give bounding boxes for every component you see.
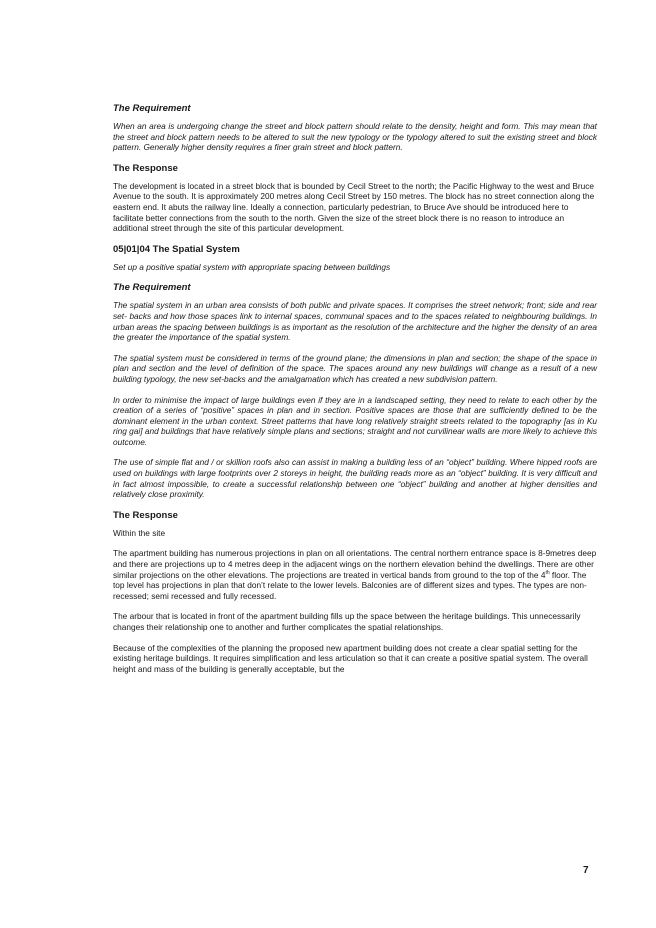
within-site-label: Within the site bbox=[113, 527, 166, 538]
document-body bbox=[113, 103, 597, 684]
paragraph-response-2a bbox=[113, 548, 597, 601]
paragraph-requirement-2b: The spatial system must be considered in terms of the ground plane; the dimensions in plan and section; the shape of the space in plan and section and the level of definition of the space. The spaces around any new buildings will change as a result of a new building typology, the new set-backs and the amalgamation which has created a new subdivision pattern. bbox=[113, 352, 597, 384]
paragraph-requirement-2c: In order to minimise the impact of large buildings even if they are in a landscaped setting, they need to relate to each other by the creation of a series of “positive” spaces in plan and in section. Positive spaces are those that are sufficiently defined to be the dominant element in the urban context. Street patterns that have long relatively straight streets related to the topography [as in Ku ring gai] and buildings that have relatively simple plans and sections; straight and not curvilinear walls are more likely to achieve this outcome. bbox=[113, 394, 597, 447]
superscript-th: th bbox=[545, 569, 550, 576]
paragraph-response-2b: The arbour that is located in front of the apartment building fills up the space between the heritage buildings. This unnecessarily changes their relationship one to another and further complicates the spatial relationships. bbox=[113, 611, 581, 632]
paragraph-response-2a-part2: floor. The top level has projections in plan that don’t relate to the lower levels. Balconies are of different sizes and types. The types are non-recessed; semi recessed and fully recessed. bbox=[113, 569, 587, 601]
section-heading-requirement-2: The Requirement bbox=[113, 282, 191, 294]
paragraph-response-2a-part1: The apartment building has numerous projections in plan on all orientations. The central northern entrance space is 8-9metres deep and there are projections up to 4 metres deep in the adjacent wings on the northern elevation behind the dwellings. There are other similar projections on the other elevations. The projections are treated in vertical bands from ground to the top of the 4 bbox=[113, 548, 597, 580]
paragraph-requirement-2d: The use of simple flat and / or skillion roofs also can assist in making a building less of an “object” building. Where hipped roofs are used on buildings with large footprints over 2 storeys in height, the building reads more as an “object” building. It is very difficult and in fact almost impossible, to create a successful relationship between one “object” building and another at higher densities and relatively close proximity. bbox=[113, 457, 597, 500]
paragraph-requirement-2a: The spatial system in an urban area consists of both public and private spaces. It comprises the street network; front; side and rear set- backs and how those spaces link to internal spaces, communal spaces and to the spaces related to neighbouring buildings. In urban areas the spacing between buildings is as important as the resolution of the architecture and the higher the density of an area the greater the importance of the spatial system. bbox=[113, 300, 597, 343]
section-heading-response-1: The Response bbox=[113, 162, 178, 174]
paragraph-requirement-1: When an area is undergoing change the street and block pattern should relate to the density, height and form. This may mean that the street and block pattern needs to be altered to suit the new typology or the typology altered to suit the existing street and block pattern. Generally higher density requires a finer grain street and block pattern. bbox=[113, 121, 597, 153]
page-number: 7 bbox=[583, 865, 589, 876]
section-heading-spatial-system: 05|01|04 The Spatial System bbox=[113, 243, 240, 255]
paragraph-response-2c: Because of the complexities of the planning the proposed new apartment building does not create a clear spatial setting for the existing heritage buildings. It requires simplification and less articulation so that it can create a positive spatial system. The overall height and mass of the building is generally acceptable, but the bbox=[113, 642, 588, 674]
paragraph-response-1: The development is located in a street block that is bounded by Cecil Street to the north; the Pacific Highway to the west and Bruce Avenue to the south. It is approximately 200 metres along Cecil Street by 150 metres. The block has no street connection along the eastern end. It abuts the railway line. Ideally a connection, particularly pedestrian, to Bruce Ave should be introduced here to facilitate better connections from the south to the north. Given the size of the street block there is no reason to introduce an additional street through the site of this particular development. bbox=[113, 180, 595, 234]
section-heading-requirement-1: The Requirement bbox=[113, 103, 191, 114]
spatial-system-subtitle: Set up a positive spatial system with appropriate spacing between buildings bbox=[113, 261, 391, 272]
section-heading-response-2: The Response bbox=[113, 509, 178, 521]
